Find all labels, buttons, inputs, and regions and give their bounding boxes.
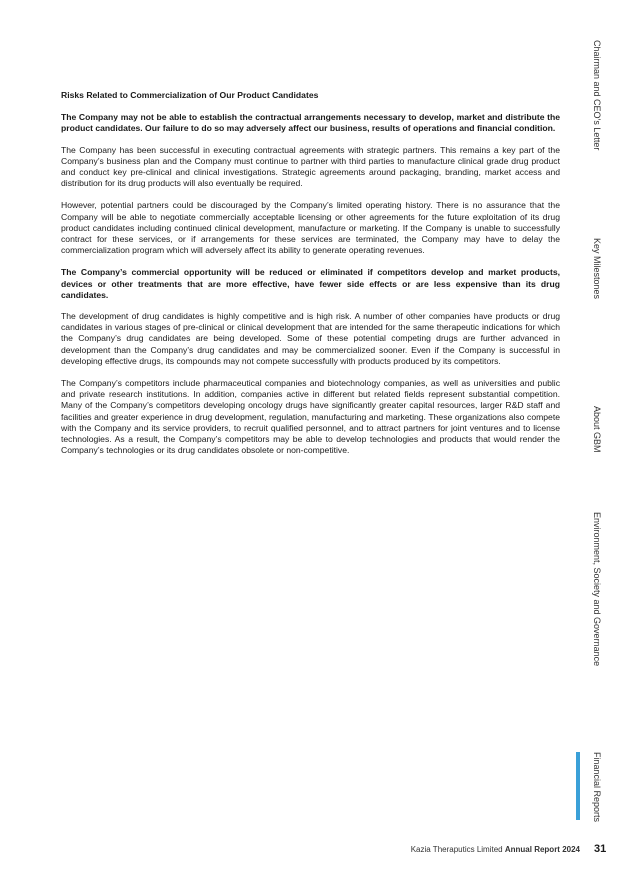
side-navigation (572, 0, 622, 880)
nav-item-environment-society-governance[interactable]: Environment, Society and Governance (592, 512, 602, 667)
nav-item-about-gbm[interactable]: About GBM (592, 406, 602, 453)
risk-subheading: The Company may not be able to establish the contractual arrangements necessary to develop, market and distribute the product candidates. Our failure to do so may adversely affect our business, results of operations and financial condition. (61, 112, 560, 134)
section-heading: Risks Related to Commercialization of Our Product Candidates (61, 90, 319, 100)
footer (411, 845, 580, 854)
page-number: 31 (594, 843, 607, 855)
main-content (61, 90, 560, 467)
risk-subheading: The Company’s commercial opportunity will be reduced or eliminated if competitors develop and market products, devices or other treatments that are more effective, have fewer side effects or are less expensive than its drug candidates. (61, 267, 560, 300)
footer-report-title: Annual Report 2024 (504, 845, 580, 854)
nav-item-financial-reports[interactable]: Financial Reports (592, 752, 602, 823)
body-paragraph: The Company’s competitors include pharmaceutical companies and biotechnology companies, as well as universities and public and private research institutions. In addition, companies active in different but related fields represent substantial competition. Many of the Company’s competitors developing oncology drugs have significantly greater capital resources, larger R&D staff and facilities and greater experience in drug development, regulation, manufacturing and marketing. These organizations also compete with the Company and its service providers, to recruit qualified personnel, and to attract partners for joint ventures and to license technologies. As a result, the Company’s competitors may be able to develop technologies and products that would render the Company’s technologies or its drug candidates obsolete or non-competitive. (61, 378, 560, 456)
nav-item-chairman-ceo-letter[interactable]: Chairman and CEO’s Letter (592, 40, 602, 151)
body-paragraph: The Company has been successful in executing contractual agreements with strategic partners. This remains a key part of the Company’s business plan and the Company must continue to partner with third parties to manufacture clinical grade drug product and conduct key pre-clinical and clinical investigations. Strategic agreements around packaging, branding, market access and distribution for its drug products will also eventually be required. (61, 144, 560, 189)
nav-item-key-milestones[interactable]: Key Milestones (592, 238, 602, 300)
body-paragraph: The development of drug candidates is highly competitive and is high risk. A number of other companies have products or drug candidates in various stages of pre-clinical or clinical development that are intended for the same therapeutic indications for which the Company’s drug candidates are being developed. Some of these potential competing drugs are further advanced in development than the Company’s drug candidates and may be commercialized sooner. Even if the Company is successful in developing effective drugs, its compounds may not compete successfully with products produced by its competitors. (61, 311, 560, 366)
body-paragraph: However, potential partners could be discouraged by the Company’s limited operating history. There is no assurance that the Company will be able to negotiate commercially acceptable licensing or other agreements for the future exploitation of its drug product candidates including continued clinical development, manufacture or marketing. If the Company is unable to successfully contract for these services, or if arrangements for these services are terminated, the Company may have to delay the commercialization program which will adversely affect its ability to generate operating revenues. (61, 200, 560, 256)
active-section-indicator (576, 752, 580, 820)
footer-company: Kazia Theraputics Limited (410, 845, 503, 854)
